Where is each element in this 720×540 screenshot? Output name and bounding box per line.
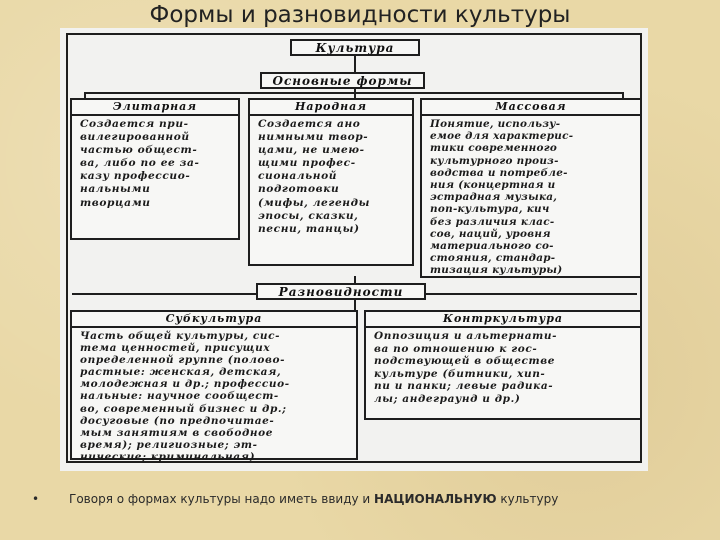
text-line: ва по отношению к гос- <box>374 342 538 355</box>
text-line: Создается ано <box>258 118 361 130</box>
variety-name: Субкультура <box>72 312 356 328</box>
form-card-mass <box>420 98 642 278</box>
footer-text-before: Говоря о формах культуры надо иметь ввиду и <box>69 492 375 506</box>
forms-header: Основные формы <box>260 72 425 89</box>
text-line: культурного произ- <box>430 154 559 167</box>
root-node: Культура <box>290 39 420 56</box>
variety-name: Контркультура <box>366 312 640 328</box>
text-line: эпосы, сказки, <box>258 209 359 222</box>
text-line: материального со- <box>430 240 554 253</box>
text-line: нальные: научное сообщест- <box>80 390 279 403</box>
form-description <box>422 116 640 277</box>
text-line: подствующей в обществе <box>374 355 556 368</box>
form-card-folk <box>248 98 414 266</box>
varieties-header: Разновидности <box>256 283 426 300</box>
bullet-icon: • <box>32 492 40 506</box>
text-line: во, современный бизнес и др.; <box>80 402 287 415</box>
text-line: стояния, стандар- <box>430 252 556 265</box>
text-line: ния (концертная и <box>430 179 556 192</box>
variety-description <box>72 328 356 463</box>
text-line: тики современного <box>430 142 558 155</box>
text-line: лы; андеграунд и др.) <box>374 392 521 405</box>
text-line: Оппозиция и альтернати- <box>374 330 558 342</box>
footer-text <box>69 492 558 506</box>
text-line: Часть общей культуры, сис- <box>80 330 281 342</box>
text-line: без различия клас- <box>430 215 555 228</box>
form-name: Народная <box>250 100 412 116</box>
form-description <box>72 116 238 210</box>
text-line: водства и потребле- <box>430 166 568 179</box>
text-line: поп-культура, кич <box>430 203 550 216</box>
form-description <box>250 116 412 236</box>
variety-description <box>366 328 640 406</box>
text-line: досуговые (по предпочитае- <box>80 414 275 427</box>
form-name: Элитарная <box>72 100 238 116</box>
text-line: емое для характерис- <box>430 130 574 143</box>
variety-card-subculture <box>70 310 358 463</box>
text-line: тема ценностей, присущих <box>80 342 271 355</box>
text-line: время); религиозные; эт- <box>80 438 258 451</box>
text-line: эстрадная музыка, <box>430 191 558 204</box>
text-line: творцами <box>80 196 151 209</box>
text-line: растные: женская, детская, <box>80 366 282 379</box>
variety-card-counterculture <box>364 310 642 420</box>
text-line: Понятие, использу- <box>430 118 561 130</box>
text-line: казу профессио- <box>80 170 191 183</box>
slide-title: Формы и разновидности культуры <box>149 2 571 28</box>
culture-diagram <box>60 28 648 471</box>
text-line: пи и панки; левые радика- <box>374 380 554 393</box>
text-line: сов, наций, уровня <box>430 227 551 240</box>
text-line: подготовки <box>258 183 340 196</box>
connector-line <box>354 54 356 74</box>
text-line: сиональной <box>258 170 338 183</box>
text-line: песни, танцы) <box>258 222 360 235</box>
text-line: нальными <box>80 183 151 196</box>
text-line: нические; криминальная) <box>80 450 256 463</box>
text-line: Создается при- <box>80 118 189 130</box>
text-line: молодежная и др.; профессио- <box>80 378 290 391</box>
text-line: щими профес- <box>258 157 356 170</box>
text-line: ва, либо по ее за- <box>80 157 200 170</box>
footer-text-after: культуру <box>496 492 559 506</box>
form-name: Массовая <box>422 100 640 116</box>
text-line: культуре (битники, хип- <box>374 367 546 380</box>
text-line: тизация культуры) <box>430 264 563 277</box>
text-line: вилегированной <box>80 131 190 144</box>
text-line: частью общест- <box>80 144 198 157</box>
text-line: мым занятиям в свободное <box>80 426 274 439</box>
form-card-elite <box>70 98 240 240</box>
text-line: (мифы, легенды <box>258 196 370 209</box>
text-line: нимными твор- <box>258 131 369 144</box>
footer-emphasis: НАЦИОНАЛЬНУЮ <box>374 492 497 506</box>
text-line: определенной группе (полово- <box>80 354 286 367</box>
text-line: цами, не имею- <box>258 144 365 157</box>
